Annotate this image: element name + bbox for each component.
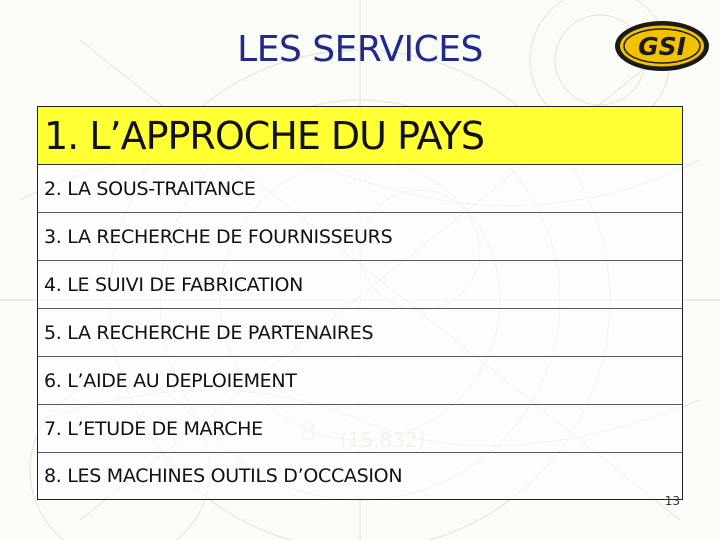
service-row-partner-search [38,309,682,357]
service-label: 4. LE SUIVI DE FABRICATION [44,273,304,296]
page-title: LES SERVICES [237,29,483,70]
service-label: 5. LA RECHERCHE DE PARTENAIRES [44,321,374,344]
service-row-subcontracting [38,165,682,213]
gsi-logo [612,16,712,74]
service-row-used-machine-tools [38,453,682,499]
service-row-market-study [38,405,682,453]
service-row-deployment-aid [38,357,682,405]
service-label: 6. L’AIDE AU DEPLOIEMENT [44,369,297,392]
service-label: 7. L’ETUDE DE MARCHE [44,417,263,440]
service-label: 2. LA SOUS-TRAITANCE [44,177,256,200]
service-label: 3. LA RECHERCHE DE FOURNISSEURS [44,225,393,248]
service-label: 8. LES MACHINES OUTILS D’OCCASION [44,465,403,487]
page-number: 13 [664,494,680,508]
service-row-country-approach [38,107,682,165]
logo-text: GSI [638,32,686,61]
services-table [37,106,683,500]
service-row-supplier-search [38,213,682,261]
service-label: 1. L’APPROCHE DU PAYS [44,113,484,158]
service-row-manufacturing-follow-up [38,261,682,309]
